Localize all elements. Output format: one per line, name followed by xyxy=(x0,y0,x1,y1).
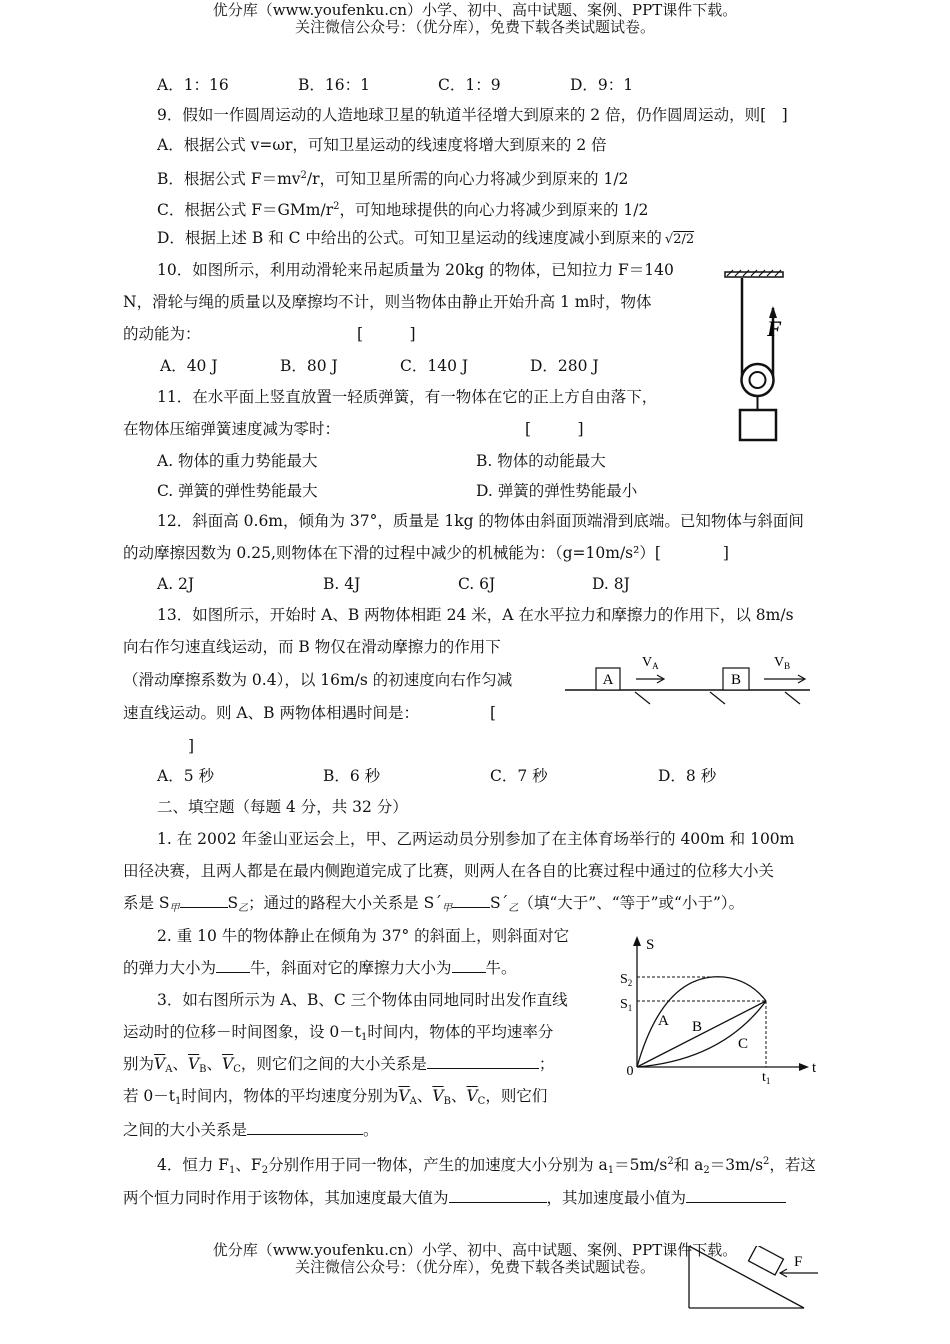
q8-option-d: D．9：1 xyxy=(570,76,634,94)
blank-min-acceleration[interactable] xyxy=(686,1188,786,1203)
sqrt-expression: √2/2 xyxy=(664,232,695,247)
q12-option-d: D. 8J xyxy=(592,575,630,593)
f3-line1: 3．如右图所示为 A、B、C 三个物体由同地同时出发作直线 xyxy=(157,991,568,1009)
f3-line5: 之间的大小关系是 。 xyxy=(123,1121,379,1139)
f4-line1: 4．恒力 $F_1$、$F_2$分别作用于同一物体，产生的加速度大小分别为 $a_1=5m/s^2$和 $a_2=3m/s^2$，若这 xyxy=(157,1156,816,1176)
s2-label: $S_2$ xyxy=(620,972,633,988)
origin-label: 0 xyxy=(626,1064,634,1079)
q13-option-b: B．6 秒 xyxy=(323,767,381,785)
f3-line2: 运动时的位移－时间图象，设 $0-t_1$时间内，物体的平均速率分 xyxy=(123,1023,554,1043)
q11-option-a: A. 物体的重力势能最大 xyxy=(157,452,318,470)
f1-line3: 系是 $S_甲$ $S_乙$；通过的路程大小关系是 $S´_甲$ $S´_乙$（填“大于”、“等于”或“小于”）。 xyxy=(123,894,745,914)
q13-line1: 13．如图所示，开始时 A、B 两物体相距 24 米，A 在水平拉力和摩擦力的作用下，以 8m/s xyxy=(157,606,794,624)
y-axis-arrow xyxy=(633,936,641,946)
q10-bracket: [ ] xyxy=(357,325,416,343)
q11-bracket: [ ] xyxy=(525,420,584,438)
y-axis-label: S xyxy=(646,937,655,953)
curve-a-label: A xyxy=(658,1013,669,1029)
q11-line1: 11．在水平面上竖直放置一轻质弹簧，有一物体在它的正上方自由落下， xyxy=(157,388,658,406)
blank-friction-force[interactable] xyxy=(452,958,486,973)
f2-line1: 2. 重 10 牛的物体静止在倾角为 37° 的斜面上，则斜面对它 xyxy=(157,927,570,945)
incline-block xyxy=(749,1246,784,1275)
t1-label: $t_1$ xyxy=(762,1070,771,1086)
q9-stem: 9．假如一作圆周运动的人造地球卫星的轨道半径增大到原来的 2 倍，仍作圆周运动，则[ ] xyxy=(157,106,788,124)
blank-avg-velocity-relation[interactable] xyxy=(247,1120,363,1135)
q12-line2: 的动摩擦因数为 0.25,则物体在下滑的过程中减少的机械能为：（g=10m/s²）[ ] xyxy=(123,544,729,562)
line-b-label: B xyxy=(692,1019,703,1035)
q11-option-c: C. 弹簧的弹性势能最大 xyxy=(157,482,318,500)
q9-option-d: D．根据上述 B 和 C 中给出的公式。可知卫星运动的线速度减小到原来的 √2/2 xyxy=(157,229,695,247)
q11-option-d: D. 弹簧的弹性势能最小 xyxy=(476,482,638,500)
curve-c-label: C xyxy=(738,1036,749,1052)
q11-option-b: B. 物体的动能最大 xyxy=(476,452,606,470)
blank-normal-force[interactable] xyxy=(216,958,250,973)
block-b-label: B xyxy=(730,672,742,688)
incline-force-label: F xyxy=(794,1254,803,1270)
s1-label: $S_1$ xyxy=(620,997,633,1013)
q13-line3: （滑动摩擦系数为 0.4），以 16m/s 的初速度向右作匀减 xyxy=(123,671,513,689)
pulley-axle xyxy=(750,372,766,388)
q13-option-d: D．8 秒 xyxy=(658,767,717,785)
q13-option-c: C．7 秒 xyxy=(490,767,548,785)
q9-option-b: B．根据公式 $F=mv^2/r$，可知卫星所需的向心力将减少到原来的 1/2 xyxy=(157,170,629,188)
q13-bracket-open: [ xyxy=(490,704,497,722)
x-axis-label: t xyxy=(812,1060,817,1076)
f3-line4: 若 $0-t_1$时间内，物体的平均速度分别为$\overline{V}_A$、$\overline{V}_B$、$\overline{V}_C$，则它们 xyxy=(123,1087,548,1107)
ground-hatch xyxy=(635,692,800,704)
q12-option-b: B. 4J xyxy=(323,575,361,593)
x-axis-arrow xyxy=(799,1063,809,1071)
q10-line3: 的动能为： xyxy=(123,325,201,343)
q12-option-c: C. 6J xyxy=(458,575,496,593)
blank-distance[interactable] xyxy=(452,893,490,908)
st-graph xyxy=(612,932,824,1090)
q12-line1: 12．斜面高 0.6m，倾角为 37°，质量是 1kg 的物体由斜面顶端滑到底端。已知物体与斜面间 xyxy=(157,512,804,530)
q13-line2: 向右作匀速直线运动，而 B 物仅在滑动摩擦力的作用下 xyxy=(123,638,501,656)
q8-option-c: C．1：9 xyxy=(438,76,501,94)
page-header-line1: 优分库（www.youfenku.cn）小学、初中、高中试题、案例、PPT课件下载。 xyxy=(212,1,738,19)
q10-line2: N，滑轮与绳的质量以及摩擦均不计，则当物体由静止开始升高 1 m时，物体 xyxy=(123,293,652,311)
q11-line2: 在物体压缩弹簧速度减为零时： xyxy=(123,420,341,438)
q8-option-b: B．16：1 xyxy=(298,76,370,94)
q13-option-a: A．5 秒 xyxy=(157,767,214,785)
q10-option-b: B．80 J xyxy=(280,357,338,375)
f2-line2: 的弹力大小为 牛，斜面对它的摩擦力大小为 牛。 xyxy=(123,959,517,977)
f4-line2: 两个恒力同时作用于该物体，其加速度最大值为 ，其加速度最小值为 xyxy=(123,1188,786,1208)
page-footer-line2: 关注微信公众号：（优分库），免费下载各类试题试卷。 xyxy=(294,1258,655,1276)
q13-line4: 速直线运动。则 A、B 两物体相遇时间是： xyxy=(123,704,419,722)
q8-option-a: A．1：16 xyxy=(157,76,229,94)
blank-displacement[interactable] xyxy=(180,893,228,908)
q10-option-a: A．40 J xyxy=(160,357,218,375)
block-a-label: A xyxy=(602,672,614,688)
q10-option-d: D．280 J xyxy=(530,357,599,375)
page-header-line2: 关注微信公众号：（优分库），免费下载各类试题试卷。 xyxy=(294,18,655,36)
force-label: F xyxy=(767,316,782,341)
load-block xyxy=(740,410,776,440)
blocks-figure xyxy=(560,650,815,708)
q10-option-c: C．140 J xyxy=(400,357,469,375)
f1-line2: 田径决赛，且两人都是在最内侧跑道完成了比赛，则两人在各自的比赛过程中通过的位移大小关 xyxy=(123,862,775,880)
page-footer-line1: 优分库（www.youfenku.cn）小学、初中、高中试题、案例、PPT课件下载。 xyxy=(212,1241,738,1259)
f3-line3: 别为$\overline{V}_A$、$\overline{V}_B$、$\overline{V}_C$，则它们之间的大小关系是 ； xyxy=(123,1055,555,1075)
blank-avg-speed-relation[interactable] xyxy=(427,1054,539,1069)
q9-option-a: A．根据公式 v=ωr，可知卫星运动的线速度将增大到原来的 2 倍 xyxy=(157,136,607,154)
q10-line1: 10．如图所示，利用动滑轮来吊起质量为 20kg 的物体，已知拉力 F＝140 xyxy=(157,261,674,279)
blank-max-acceleration[interactable] xyxy=(449,1188,547,1203)
velocity-a-label: $V_A$ xyxy=(642,655,659,671)
q13-bracket-close: ] xyxy=(188,737,195,755)
section2-title: 二、填空题（每题 4 分，共 32 分） xyxy=(157,798,408,816)
velocity-b-label: $V_B$ xyxy=(774,655,791,671)
incline-figure xyxy=(684,1246,824,1314)
q12-option-a: A. 2J xyxy=(157,575,195,593)
pulley-figure xyxy=(715,268,795,446)
f1-line1: 1. 在 2002 年釜山亚运会上，甲、乙两运动员分别参加了在主体育场举行的 400m 和 100m xyxy=(157,830,795,848)
q9-option-c: C．根据公式 $F=GMm/r^2$，可知地球提供的向心力将减少到原来的 1/2 xyxy=(157,201,649,219)
